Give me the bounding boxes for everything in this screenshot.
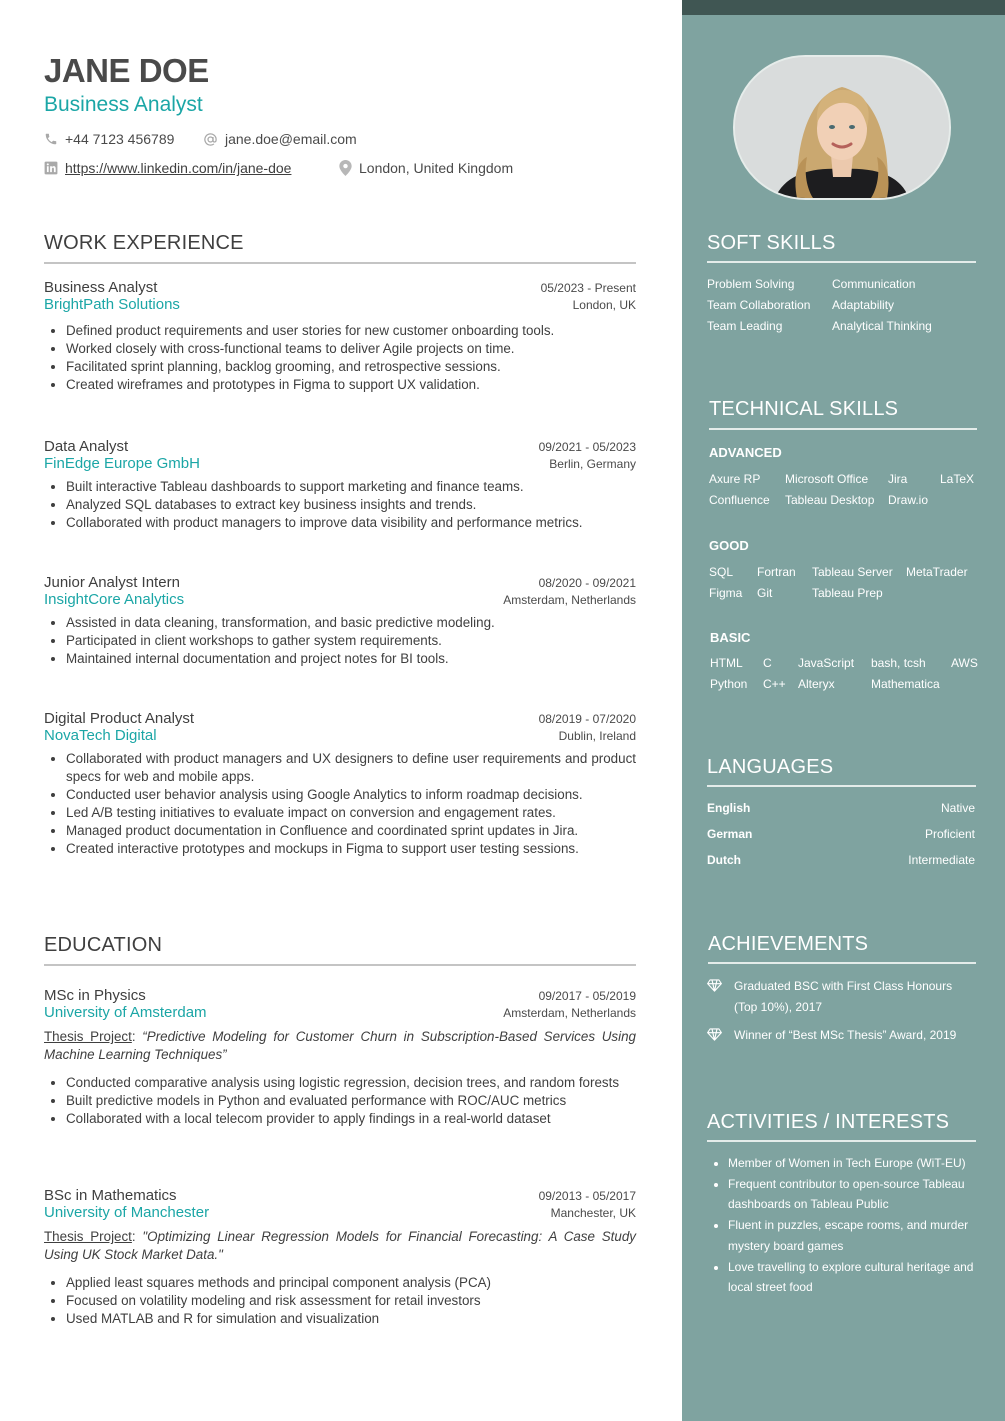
- job-company: BrightPath Solutions: [44, 296, 180, 313]
- location-pin-icon: [339, 160, 352, 176]
- education-entry: [44, 987, 636, 1128]
- profile-photo: [733, 55, 951, 200]
- list-item: • Member of Women in Tech Europe (WiT-EU): [728, 1153, 978, 1174]
- school-location: Manchester, UK: [550, 1206, 636, 1220]
- skill-tag: JavaScript: [798, 656, 855, 670]
- achievement-item: [707, 976, 975, 1018]
- degree-title: MSc in Physics: [44, 987, 146, 1004]
- job-dates: 08/2020 - 09/2021: [538, 576, 636, 590]
- job-company: FinEdge Europe GmbH: [44, 455, 200, 472]
- language-name: Dutch: [707, 853, 741, 867]
- job-entry: [44, 438, 636, 532]
- degree-title: BSc in Mathematics: [44, 1187, 177, 1204]
- list-item: • Built predictive models in Python and evaluated performance with ROC/AUC metrics: [66, 1092, 636, 1110]
- job-bullets: [44, 478, 636, 532]
- list-item: • Focused on volatility modeling and risk assessment for retail investors: [66, 1292, 636, 1310]
- job-location: Amsterdam, Netherlands: [503, 593, 636, 607]
- job-company: NovaTech Digital: [44, 727, 157, 744]
- language-level: Proficient: [924, 827, 975, 841]
- phone-number: +44 7123 456789: [65, 131, 175, 147]
- skill-tag: C++: [763, 677, 786, 691]
- list-item: • Conducted user behavior analysis using Google Analytics to inform roadmap decisions.: [66, 786, 636, 804]
- location-contact: [339, 160, 513, 176]
- education-entry: [44, 1187, 636, 1328]
- skill-tag: bash, tcsh: [871, 656, 926, 670]
- skill-tag: Fortran: [757, 565, 796, 579]
- achievements-heading: ACHIEVEMENTS: [708, 933, 869, 955]
- list-item: • Used MATLAB and R for simulation and visualization: [66, 1310, 636, 1328]
- skill-tag: Draw.io: [888, 493, 929, 507]
- list-item: • Collaborated with a local telecom provider to apply findings in a real-world dataset: [66, 1110, 636, 1128]
- at-icon: [203, 132, 218, 147]
- language-row: [707, 801, 975, 815]
- job-entry: [44, 574, 636, 668]
- list-item: • Defined product requirements and user stories for new customer onboarding tools.: [66, 322, 636, 340]
- school-name: University of Amsterdam: [44, 1004, 207, 1021]
- phone-icon: [44, 132, 58, 146]
- soft-skills-heading: SOFT SKILLS: [707, 232, 836, 254]
- education-divider: [44, 964, 636, 966]
- job-entry: [44, 710, 636, 858]
- skill-tag: Git: [757, 586, 773, 600]
- list-item: • Facilitated sprint planning, backlog grooming, and retrospective sessions.: [66, 358, 636, 376]
- skill-tag: Adaptability: [832, 298, 895, 312]
- list-item: • Collaborated with product managers and UX designers to define user requirements and product specs for web and mobile apps.: [66, 750, 636, 786]
- list-item: • Built interactive Tableau dashboards to support marketing and finance teams.: [66, 478, 636, 496]
- job-title: Junior Analyst Intern: [44, 574, 180, 591]
- job-bullets: [44, 322, 636, 394]
- technical-skills-divider: [709, 428, 977, 430]
- diamond-icon: [707, 1028, 722, 1041]
- achievement-text: Graduated BSC with First Class Honours (Top 10%), 2017: [734, 979, 953, 1014]
- skill-level-basic: BASIC: [710, 630, 751, 645]
- job-title: Business Analyst: [44, 279, 158, 296]
- phone-contact: [44, 131, 174, 147]
- list-item: • Participated in client workshops to gather system requirements.: [66, 632, 636, 650]
- skill-tag: Alteryx: [798, 677, 835, 691]
- skill-level-good: GOOD: [709, 538, 749, 553]
- work-experience-divider: [44, 262, 636, 264]
- skill-tag: Figma: [709, 586, 743, 600]
- language-name: German: [707, 827, 753, 841]
- thesis: Thesis Project: "Optimizing Linear Regression Models for Financial Forecasting: A Case Study Using UK Stock Market Data.": [44, 1229, 636, 1262]
- skill-tag: Problem Solving: [707, 277, 795, 291]
- candidate-name: JANE DOE: [44, 52, 209, 89]
- list-item: • Applied least squares methods and principal component analysis (PCA): [66, 1274, 636, 1292]
- job-title: Digital Product Analyst: [44, 710, 195, 727]
- linkedin-link[interactable]: https://www.linkedin.com/in/jane-doe: [65, 160, 292, 176]
- language-level: Intermediate: [908, 853, 975, 867]
- activities-list: [708, 1153, 978, 1298]
- list-item: • Maintained internal documentation and project notes for BI tools.: [66, 650, 636, 668]
- job-bullets: [44, 750, 636, 858]
- technical-skills-heading: TECHNICAL SKILLS: [709, 398, 899, 420]
- job-company: InsightCore Analytics: [44, 591, 185, 608]
- skill-tag: SQL: [709, 565, 734, 579]
- list-item: • Managed product documentation in Confluence and coordinated sprint updates in Jira.: [66, 822, 636, 840]
- job-entry: [44, 279, 636, 394]
- skill-tag: Communication: [832, 277, 916, 291]
- skill-tag: Tableau Server: [812, 565, 893, 579]
- email-contact: [203, 131, 357, 147]
- candidate-role: Business Analyst: [44, 93, 203, 116]
- skill-tag: Team Collaboration: [707, 298, 811, 312]
- education-bullets: [44, 1274, 636, 1328]
- list-item: • Fluent in puzzles, escape rooms, and murder mystery board games: [728, 1215, 978, 1256]
- list-item: • Assisted in data cleaning, transformation, and basic predictive modeling.: [66, 614, 636, 632]
- skill-tag: Tableau Prep: [812, 586, 883, 600]
- job-location: Berlin, Germany: [549, 457, 636, 471]
- language-row: [707, 853, 975, 867]
- skill-tag: Microsoft Office: [785, 472, 869, 486]
- education-heading: EDUCATION: [44, 934, 163, 956]
- skill-tag: Jira: [888, 472, 908, 486]
- skill-tag: C: [763, 656, 772, 670]
- diamond-icon: [707, 979, 722, 992]
- thesis-label: Thesis Project: [44, 1029, 132, 1044]
- job-location: London, UK: [572, 298, 636, 312]
- skill-tag: Python: [710, 677, 748, 691]
- sidebar-top-band: [682, 0, 1005, 15]
- skill-tag: MetaTrader: [906, 565, 968, 579]
- thesis-label: Thesis Project: [44, 1229, 132, 1244]
- sidebar: [682, 0, 1005, 1421]
- achievement-text: Winner of “Best MSc Thesis” Award, 2019: [734, 1028, 957, 1042]
- language-name: English: [707, 801, 751, 815]
- list-item: • Frequent contributor to open-source Tableau dashboards on Tableau Public: [728, 1174, 978, 1215]
- education-dates: 09/2017 - 05/2019: [538, 989, 636, 1003]
- list-item: • Analyzed SQL databases to extract key business insights and trends.: [66, 496, 636, 514]
- skill-tag: HTML: [710, 656, 743, 670]
- languages-divider: [707, 785, 976, 787]
- list-item: • Created wireframes and prototypes in Figma to support UX validation.: [66, 376, 636, 394]
- languages-heading: LANGUAGES: [707, 756, 834, 778]
- job-bullets: [44, 614, 636, 668]
- skill-tag: Tableau Desktop: [785, 493, 875, 507]
- job-dates: 09/2021 - 05/2023: [538, 440, 636, 454]
- job-dates: 05/2023 - Present: [540, 281, 636, 295]
- skill-tag: Analytical Thinking: [832, 319, 932, 333]
- portrait-illustration: [735, 57, 949, 198]
- thesis-text: "Optimizing Linear Regression Models for Financial Forecasting: A Case Study Using UK Stock Market Data.": [44, 1229, 636, 1262]
- list-item: • Created interactive prototypes and mockups in Figma to support user testing sessions.: [66, 840, 636, 858]
- school-location: Amsterdam, Netherlands: [503, 1006, 636, 1020]
- skill-tag: Mathematica: [871, 677, 940, 691]
- linkedin-contact: [44, 160, 291, 176]
- linkedin-icon: [44, 161, 58, 175]
- activities-heading: ACTIVITIES / INTERESTS: [707, 1111, 950, 1133]
- job-title: Data Analyst: [44, 438, 129, 455]
- language-row: [707, 827, 975, 841]
- achievements-divider: [708, 962, 976, 964]
- skill-tag: Team Leading: [707, 319, 783, 333]
- thesis: Thesis Project: “Predictive Modeling for Customer Churn in Subscription-Based Services Using Machine Learning Techniques”: [44, 1029, 636, 1062]
- achievement-item: [707, 1025, 975, 1046]
- email-address[interactable]: jane.doe@email.com: [225, 131, 357, 147]
- list-item: • Led A/B testing initiatives to evaluate impact on conversion and engagement rates.: [66, 804, 636, 822]
- list-item: • Collaborated with product managers to improve data visibility and performance metrics.: [66, 514, 636, 532]
- location-text: London, United Kingdom: [359, 160, 514, 176]
- language-level: Native: [940, 801, 975, 815]
- skill-tag: LaTeX: [940, 472, 975, 486]
- work-experience-heading: WORK EXPERIENCE: [44, 232, 244, 254]
- soft-skills-divider: [707, 261, 976, 263]
- education-bullets: [44, 1074, 636, 1128]
- list-item: • Love travelling to explore cultural heritage and local street food: [728, 1257, 978, 1298]
- job-location: Dublin, Ireland: [558, 729, 636, 743]
- skill-tag: AWS: [951, 656, 978, 670]
- education-dates: 09/2013 - 05/2017: [538, 1189, 636, 1203]
- thesis-text: “Predictive Modeling for Customer Churn in Subscription-Based Services Using Machine Learning Techniques”: [44, 1029, 636, 1062]
- school-name: University of Manchester: [44, 1204, 210, 1221]
- list-item: • Worked closely with cross-functional teams to deliver Agile projects on time.: [66, 340, 636, 358]
- skill-tag: Axure RP: [709, 472, 761, 486]
- skill-tag: Confluence: [709, 493, 770, 507]
- activities-divider: [707, 1140, 976, 1142]
- list-item: • Conducted comparative analysis using logistic regression, decision trees, and random forests: [66, 1074, 636, 1092]
- skill-level-advanced: ADVANCED: [709, 445, 782, 460]
- job-dates: 08/2019 - 07/2020: [538, 712, 636, 726]
